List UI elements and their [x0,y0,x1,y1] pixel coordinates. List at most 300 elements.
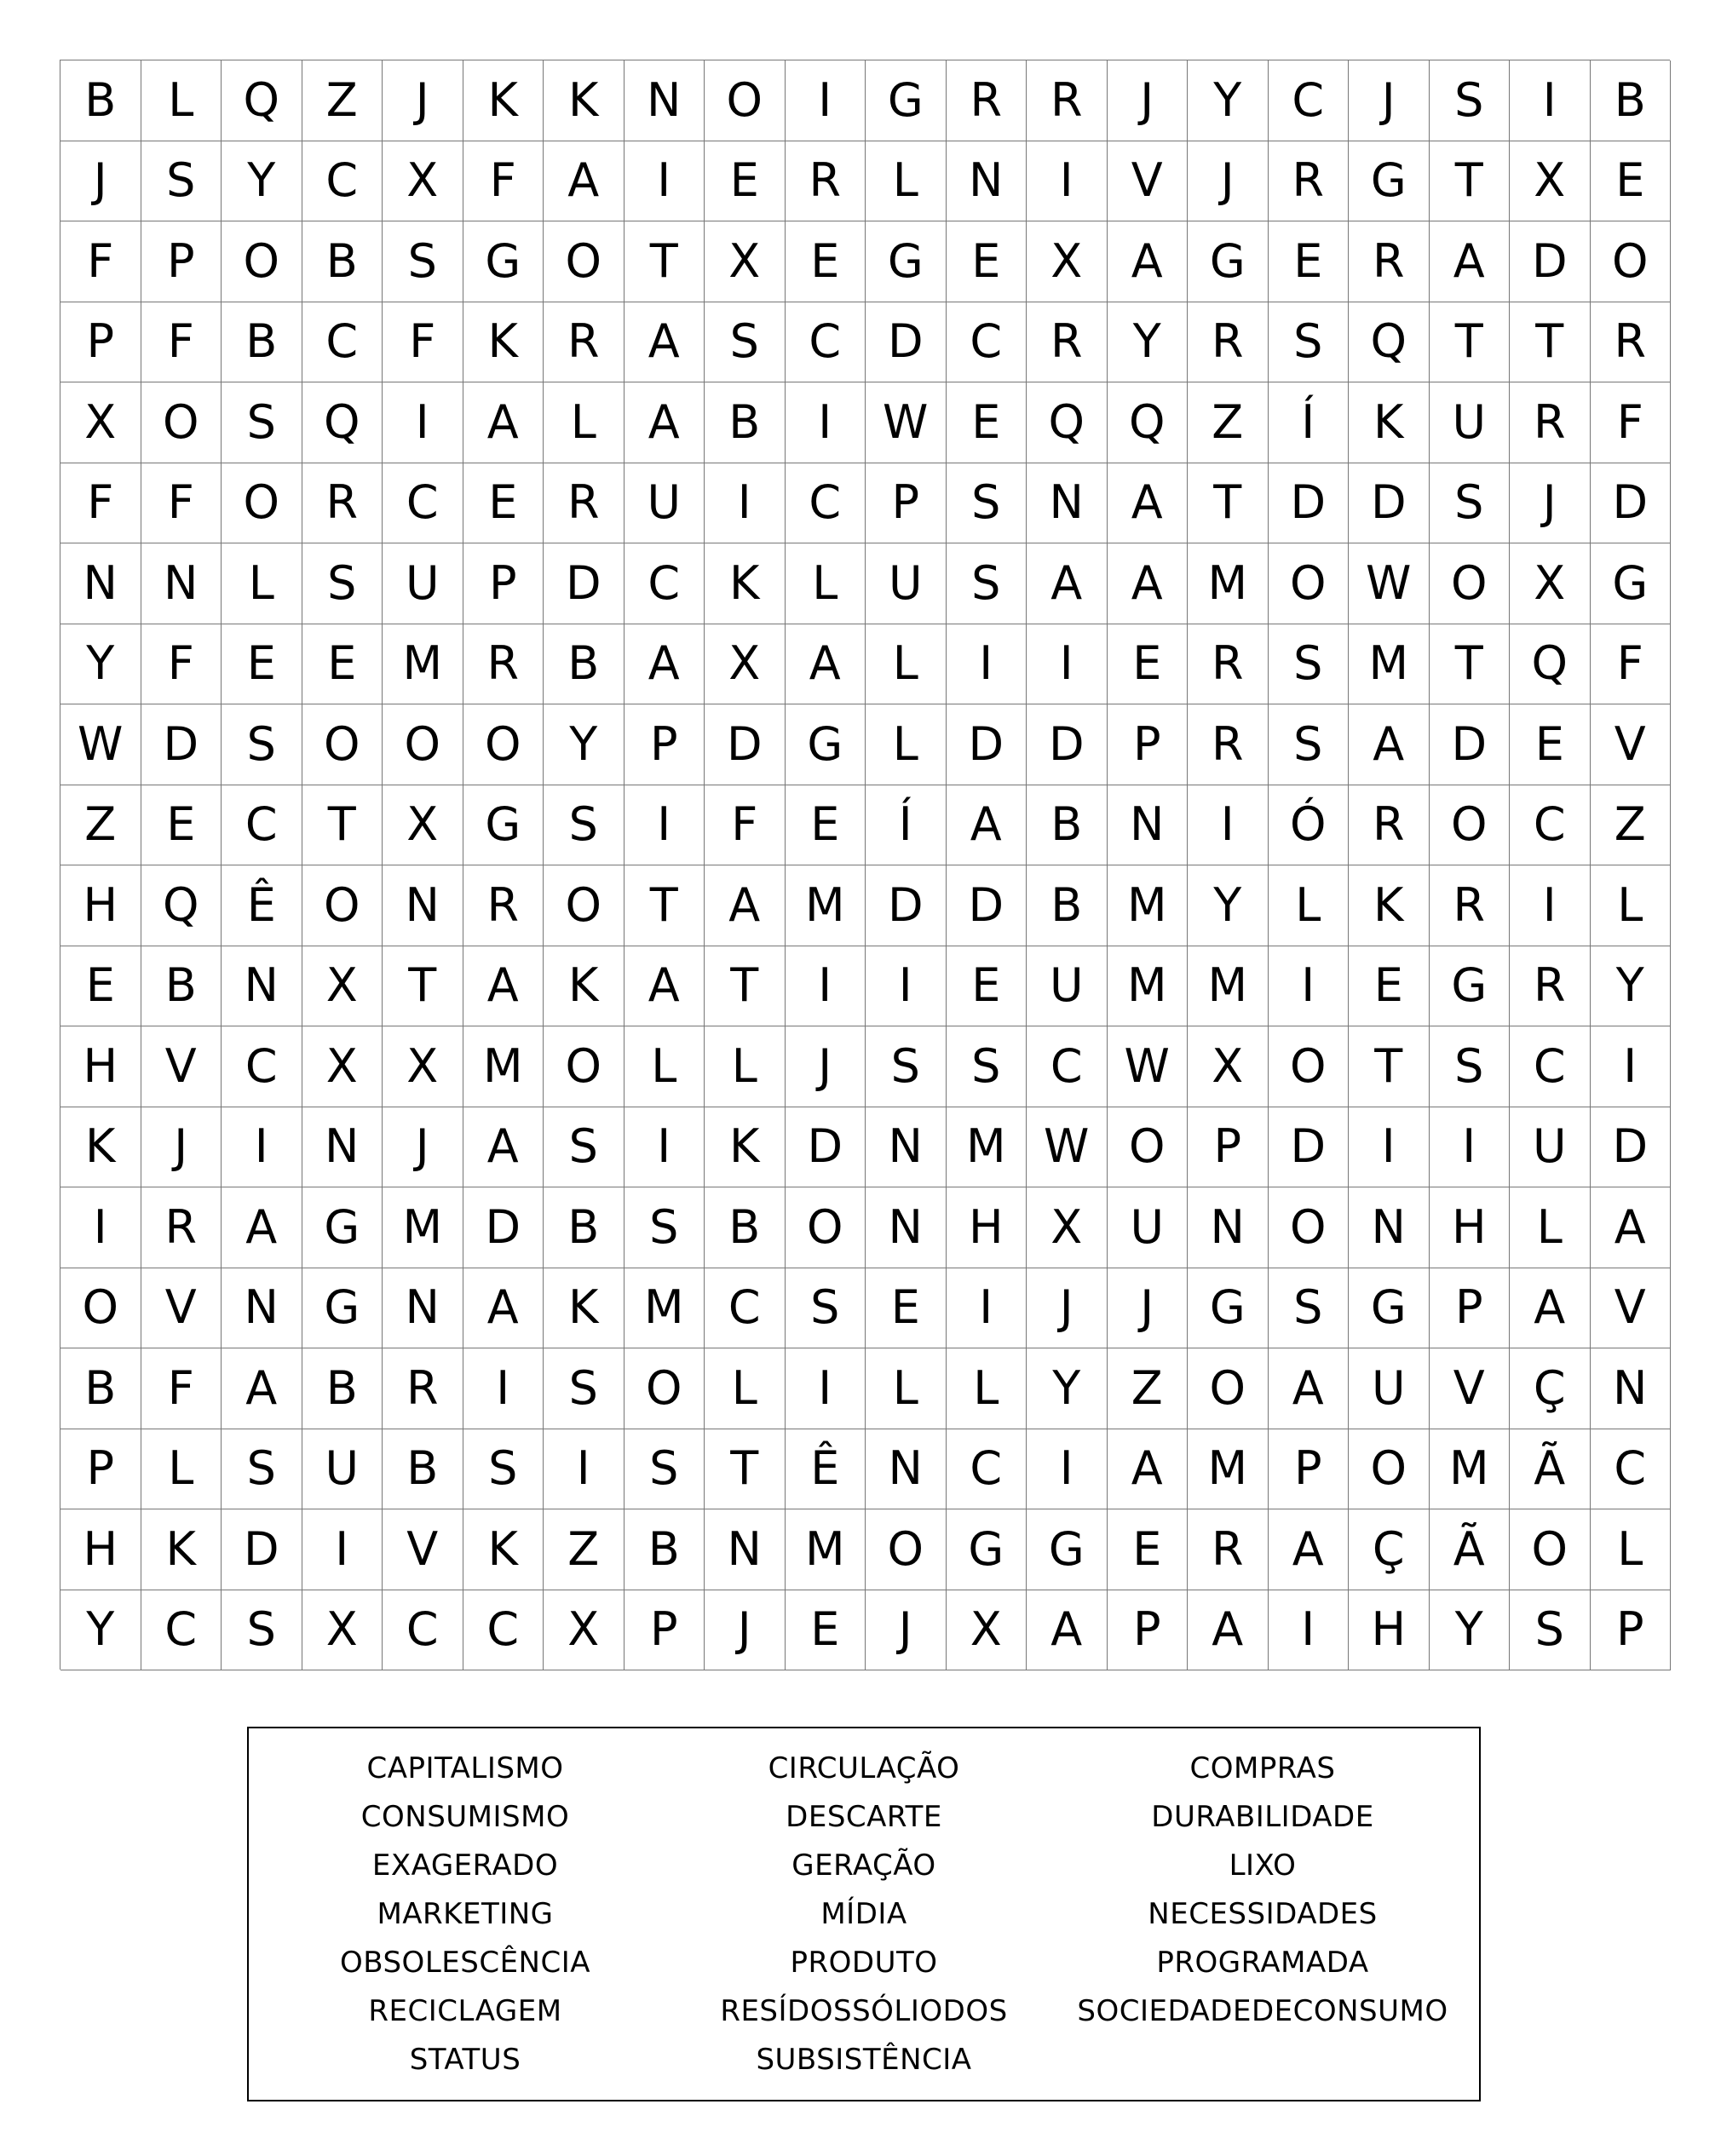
grid-cell[interactable]: F [141,463,222,544]
grid-cell[interactable]: E [947,221,1027,302]
grid-cell[interactable]: O [625,1348,705,1429]
grid-cell[interactable]: Z [302,60,383,141]
grid-cell[interactable]: O [1349,1429,1430,1510]
grid-cell[interactable]: K [1349,865,1430,946]
grid-cell[interactable]: Y [1027,1348,1108,1429]
grid-cell[interactable]: Y [60,1590,141,1671]
grid-cell[interactable]: G [866,60,947,141]
grid-cell[interactable]: M [1188,1429,1269,1510]
grid-cell[interactable]: R [1188,302,1269,383]
grid-cell[interactable]: E [947,382,1027,463]
grid-cell[interactable]: X [1510,141,1591,222]
grid-cell[interactable]: A [222,1187,302,1268]
grid-cell[interactable]: X [1188,1026,1269,1107]
grid-cell[interactable]: X [383,1026,463,1107]
grid-cell[interactable]: A [625,946,705,1027]
grid-cell[interactable]: O [1430,543,1511,624]
grid-cell[interactable]: D [866,865,947,946]
grid-cell[interactable]: F [60,221,141,302]
grid-cell[interactable]: N [1591,1348,1672,1429]
grid-cell[interactable]: I [60,1187,141,1268]
grid-cell[interactable]: N [383,1268,463,1349]
grid-cell[interactable]: L [625,1026,705,1107]
grid-cell[interactable]: E [60,946,141,1027]
grid-cell[interactable]: G [1188,221,1269,302]
grid-cell[interactable]: S [1430,1026,1511,1107]
grid-cell[interactable]: I [1430,1107,1511,1188]
grid-cell[interactable]: E [1349,946,1430,1027]
grid-cell[interactable]: N [1108,785,1189,866]
grid-cell[interactable]: C [141,1590,222,1671]
grid-cell[interactable]: A [463,1107,544,1188]
grid-cell[interactable]: T [1430,141,1511,222]
grid-cell[interactable]: D [141,704,222,785]
grid-cell[interactable]: E [1108,1509,1189,1590]
grid-cell[interactable]: R [1510,946,1591,1027]
grid-cell[interactable]: D [1591,463,1672,544]
grid-cell[interactable]: R [1591,302,1672,383]
grid-cell[interactable]: X [302,1590,383,1671]
grid-cell[interactable]: K [705,1107,786,1188]
grid-cell[interactable]: P [60,302,141,383]
grid-cell[interactable]: S [544,1107,625,1188]
grid-cell[interactable]: E [222,624,302,705]
grid-cell[interactable]: U [866,543,947,624]
grid-cell[interactable]: I [1027,624,1108,705]
grid-cell[interactable]: E [866,1268,947,1349]
grid-cell[interactable]: A [1108,221,1189,302]
grid-cell[interactable]: L [544,382,625,463]
grid-cell[interactable]: Z [544,1509,625,1590]
grid-cell[interactable]: P [1108,1590,1189,1671]
grid-cell[interactable]: F [141,302,222,383]
grid-cell[interactable]: I [786,60,866,141]
grid-cell[interactable]: P [625,1590,705,1671]
grid-cell[interactable]: D [1269,463,1350,544]
grid-cell[interactable]: Í [1269,382,1350,463]
grid-cell[interactable]: I [463,1348,544,1429]
grid-cell[interactable]: S [1430,60,1511,141]
grid-cell[interactable]: C [1591,1429,1672,1510]
grid-cell[interactable]: A [1591,1187,1672,1268]
grid-cell[interactable]: T [1430,624,1511,705]
grid-cell[interactable]: T [625,865,705,946]
grid-cell[interactable]: A [1188,1590,1269,1671]
grid-cell[interactable]: I [866,946,947,1027]
grid-cell[interactable]: P [463,543,544,624]
grid-cell[interactable]: F [141,624,222,705]
grid-cell[interactable]: C [1510,1026,1591,1107]
grid-cell[interactable]: Y [1188,60,1269,141]
grid-cell[interactable]: N [866,1107,947,1188]
grid-cell[interactable]: Z [60,785,141,866]
grid-cell[interactable]: R [947,60,1027,141]
grid-cell[interactable]: S [1510,1590,1591,1671]
grid-cell[interactable]: M [383,1187,463,1268]
grid-cell[interactable]: X [705,221,786,302]
grid-cell[interactable]: I [705,463,786,544]
grid-cell[interactable]: F [1591,624,1672,705]
grid-cell[interactable]: O [1269,543,1350,624]
grid-cell[interactable]: R [1027,302,1108,383]
grid-cell[interactable]: E [1591,141,1672,222]
grid-cell[interactable]: N [1188,1187,1269,1268]
grid-cell[interactable]: W [1108,1026,1189,1107]
grid-cell[interactable]: C [463,1590,544,1671]
grid-cell[interactable]: O [302,865,383,946]
grid-cell[interactable]: L [786,543,866,624]
grid-cell[interactable]: I [1269,946,1350,1027]
grid-cell[interactable]: K [544,60,625,141]
grid-cell[interactable]: P [625,704,705,785]
grid-cell[interactable]: O [60,1268,141,1349]
grid-cell[interactable]: N [1349,1187,1430,1268]
grid-cell[interactable]: Q [222,60,302,141]
grid-cell[interactable]: R [463,865,544,946]
grid-cell[interactable]: D [1430,704,1511,785]
grid-cell[interactable]: K [463,60,544,141]
grid-cell[interactable]: I [1188,785,1269,866]
grid-cell[interactable]: Ó [1269,785,1350,866]
grid-cell[interactable]: A [222,1348,302,1429]
grid-cell[interactable]: O [544,865,625,946]
grid-cell[interactable]: O [141,382,222,463]
grid-cell[interactable]: Ê [786,1429,866,1510]
grid-cell[interactable]: V [383,1509,463,1590]
grid-cell[interactable]: N [866,1187,947,1268]
grid-cell[interactable]: Y [1430,1590,1511,1671]
grid-cell[interactable]: J [1027,1268,1108,1349]
grid-cell[interactable]: C [1510,785,1591,866]
grid-cell[interactable]: X [947,1590,1027,1671]
grid-cell[interactable]: R [463,624,544,705]
grid-cell[interactable]: S [1269,624,1350,705]
grid-cell[interactable]: P [1188,1107,1269,1188]
grid-cell[interactable]: J [705,1590,786,1671]
grid-cell[interactable]: J [383,60,463,141]
grid-cell[interactable]: I [786,1348,866,1429]
grid-cell[interactable]: I [1349,1107,1430,1188]
grid-cell[interactable]: C [302,141,383,222]
grid-cell[interactable]: S [705,302,786,383]
grid-cell[interactable]: R [1349,785,1430,866]
grid-cell[interactable]: L [705,1348,786,1429]
grid-cell[interactable]: L [1269,865,1350,946]
grid-cell[interactable]: S [141,141,222,222]
grid-cell[interactable]: R [786,141,866,222]
grid-cell[interactable]: C [947,302,1027,383]
grid-cell[interactable]: S [866,1026,947,1107]
grid-cell[interactable]: R [141,1187,222,1268]
grid-cell[interactable]: T [705,1429,786,1510]
grid-cell[interactable]: N [60,543,141,624]
grid-cell[interactable]: A [1430,221,1511,302]
grid-cell[interactable]: T [705,946,786,1027]
grid-cell[interactable]: U [1510,1107,1591,1188]
grid-cell[interactable]: J [383,1107,463,1188]
grid-cell[interactable]: K [463,1509,544,1590]
grid-cell[interactable]: C [222,1026,302,1107]
grid-cell[interactable]: C [705,1268,786,1349]
grid-cell[interactable]: L [947,1348,1027,1429]
grid-cell[interactable]: L [141,60,222,141]
grid-cell[interactable]: M [463,1026,544,1107]
grid-cell[interactable]: C [786,302,866,383]
grid-cell[interactable]: C [625,543,705,624]
grid-cell[interactable]: B [60,1348,141,1429]
grid-cell[interactable]: R [544,302,625,383]
grid-cell[interactable]: I [1027,141,1108,222]
grid-cell[interactable]: N [383,865,463,946]
grid-cell[interactable]: C [1269,60,1350,141]
grid-cell[interactable]: R [1027,60,1108,141]
grid-cell[interactable]: P [1430,1268,1511,1349]
grid-cell[interactable]: Q [1108,382,1189,463]
grid-cell[interactable]: K [463,302,544,383]
grid-cell[interactable]: Ç [1510,1348,1591,1429]
grid-cell[interactable]: C [1027,1026,1108,1107]
grid-cell[interactable]: Ç [1349,1509,1430,1590]
grid-cell[interactable]: A [463,1268,544,1349]
grid-cell[interactable]: K [705,543,786,624]
grid-cell[interactable]: R [1269,141,1350,222]
grid-cell[interactable]: W [60,704,141,785]
grid-cell[interactable]: J [1188,141,1269,222]
grid-cell[interactable]: B [1591,60,1672,141]
grid-cell[interactable]: M [1108,865,1189,946]
grid-cell[interactable]: N [705,1509,786,1590]
grid-cell[interactable]: Ã [1510,1429,1591,1510]
grid-cell[interactable]: D [1269,1107,1350,1188]
grid-cell[interactable]: J [786,1026,866,1107]
grid-cell[interactable]: B [544,624,625,705]
grid-cell[interactable]: E [947,946,1027,1027]
grid-cell[interactable]: A [947,785,1027,866]
grid-cell[interactable]: N [866,1429,947,1510]
grid-cell[interactable]: G [1349,141,1430,222]
grid-cell[interactable]: R [1188,1509,1269,1590]
grid-cell[interactable]: B [705,1187,786,1268]
grid-cell[interactable]: I [1269,1590,1350,1671]
grid-cell[interactable]: O [302,704,383,785]
grid-cell[interactable]: S [625,1187,705,1268]
grid-cell[interactable]: T [302,785,383,866]
grid-cell[interactable]: A [463,946,544,1027]
grid-cell[interactable]: D [544,543,625,624]
grid-cell[interactable]: J [60,141,141,222]
grid-cell[interactable]: S [302,543,383,624]
grid-cell[interactable]: P [60,1429,141,1510]
grid-cell[interactable]: Q [1349,302,1430,383]
grid-cell[interactable]: D [1591,1107,1672,1188]
grid-cell[interactable]: P [1591,1590,1672,1671]
grid-cell[interactable]: N [141,543,222,624]
grid-cell[interactable]: K [60,1107,141,1188]
grid-cell[interactable]: J [1108,60,1189,141]
grid-cell[interactable]: O [1430,785,1511,866]
grid-cell[interactable]: D [786,1107,866,1188]
grid-cell[interactable]: O [866,1509,947,1590]
grid-cell[interactable]: S [544,785,625,866]
grid-cell[interactable]: L [866,624,947,705]
grid-cell[interactable]: C [947,1429,1027,1510]
grid-cell[interactable]: I [1591,1026,1672,1107]
grid-cell[interactable]: A [544,141,625,222]
grid-cell[interactable]: L [1510,1187,1591,1268]
grid-cell[interactable]: B [222,302,302,383]
grid-cell[interactable]: S [947,463,1027,544]
grid-cell[interactable]: D [222,1509,302,1590]
grid-cell[interactable]: D [947,704,1027,785]
grid-cell[interactable]: G [1591,543,1672,624]
grid-cell[interactable]: B [141,946,222,1027]
grid-cell[interactable]: M [1430,1429,1511,1510]
grid-cell[interactable]: H [1430,1187,1511,1268]
grid-cell[interactable]: C [786,463,866,544]
grid-cell[interactable]: A [625,302,705,383]
grid-cell[interactable]: H [60,1509,141,1590]
grid-cell[interactable]: V [1591,1268,1672,1349]
grid-cell[interactable]: L [705,1026,786,1107]
grid-cell[interactable]: G [866,221,947,302]
grid-cell[interactable]: Y [1108,302,1189,383]
grid-cell[interactable]: Z [1188,382,1269,463]
grid-cell[interactable]: B [302,1348,383,1429]
grid-cell[interactable]: M [1188,946,1269,1027]
grid-cell[interactable]: Q [1027,382,1108,463]
grid-cell[interactable]: O [1108,1107,1189,1188]
grid-cell[interactable]: D [705,704,786,785]
grid-cell[interactable]: J [866,1590,947,1671]
grid-cell[interactable]: O [544,1026,625,1107]
grid-cell[interactable]: N [302,1107,383,1188]
grid-cell[interactable]: P [1269,1429,1350,1510]
grid-cell[interactable]: I [786,382,866,463]
grid-cell[interactable]: S [1269,704,1350,785]
grid-cell[interactable]: U [1430,382,1511,463]
grid-cell[interactable]: V [1108,141,1189,222]
grid-cell[interactable]: T [625,221,705,302]
grid-cell[interactable]: K [1349,382,1430,463]
grid-cell[interactable]: S [383,221,463,302]
grid-cell[interactable]: X [1027,1187,1108,1268]
grid-cell[interactable]: G [1430,946,1511,1027]
grid-cell[interactable]: E [141,785,222,866]
grid-cell[interactable]: H [1349,1590,1430,1671]
grid-cell[interactable]: T [383,946,463,1027]
grid-cell[interactable]: W [866,382,947,463]
grid-cell[interactable]: O [383,704,463,785]
grid-cell[interactable]: S [544,1348,625,1429]
grid-cell[interactable]: L [1591,865,1672,946]
grid-cell[interactable]: S [1430,463,1511,544]
grid-cell[interactable]: G [463,221,544,302]
grid-cell[interactable]: M [1349,624,1430,705]
grid-cell[interactable]: Z [1108,1348,1189,1429]
grid-cell[interactable]: M [786,865,866,946]
grid-cell[interactable]: A [1269,1509,1350,1590]
grid-cell[interactable]: H [60,865,141,946]
grid-cell[interactable]: O [1269,1187,1350,1268]
grid-cell[interactable]: R [302,463,383,544]
grid-cell[interactable]: I [947,624,1027,705]
grid-cell[interactable]: D [1027,704,1108,785]
grid-cell[interactable]: A [1108,543,1189,624]
grid-cell[interactable]: S [947,1026,1027,1107]
grid-cell[interactable]: A [625,624,705,705]
grid-cell[interactable]: F [705,785,786,866]
grid-cell[interactable]: C [383,463,463,544]
grid-cell[interactable]: O [1591,221,1672,302]
grid-cell[interactable]: U [625,463,705,544]
grid-cell[interactable]: I [625,785,705,866]
grid-cell[interactable]: X [1510,543,1591,624]
grid-cell[interactable]: G [302,1268,383,1349]
grid-cell[interactable]: U [1108,1187,1189,1268]
grid-cell[interactable]: A [1027,543,1108,624]
grid-cell[interactable]: A [1510,1268,1591,1349]
grid-cell[interactable]: R [1510,382,1591,463]
grid-cell[interactable]: E [463,463,544,544]
grid-cell[interactable]: U [383,543,463,624]
grid-cell[interactable]: O [463,704,544,785]
grid-cell[interactable]: I [625,141,705,222]
grid-cell[interactable]: R [1188,704,1269,785]
grid-cell[interactable]: G [1349,1268,1430,1349]
grid-cell[interactable]: E [302,624,383,705]
grid-cell[interactable]: S [947,543,1027,624]
grid-cell[interactable]: U [1027,946,1108,1027]
grid-cell[interactable]: O [1188,1348,1269,1429]
grid-cell[interactable]: A [463,382,544,463]
grid-cell[interactable]: Z [1591,785,1672,866]
grid-cell[interactable]: Ã [1430,1509,1511,1590]
grid-cell[interactable]: U [302,1429,383,1510]
grid-cell[interactable]: D [1510,221,1591,302]
grid-cell[interactable]: K [544,1268,625,1349]
grid-cell[interactable]: Y [544,704,625,785]
grid-cell[interactable]: X [383,141,463,222]
grid-cell[interactable]: S [222,704,302,785]
grid-cell[interactable]: V [141,1026,222,1107]
grid-cell[interactable]: I [1027,1429,1108,1510]
grid-cell[interactable]: O [1510,1509,1591,1590]
grid-cell[interactable]: L [866,1348,947,1429]
grid-cell[interactable]: N [625,60,705,141]
grid-cell[interactable]: G [302,1187,383,1268]
grid-cell[interactable]: I [1510,60,1591,141]
grid-cell[interactable]: E [705,141,786,222]
grid-cell[interactable]: R [1349,221,1430,302]
grid-cell[interactable]: T [1430,302,1511,383]
grid-cell[interactable]: P [866,463,947,544]
grid-cell[interactable]: B [1027,785,1108,866]
grid-cell[interactable]: O [1269,1026,1350,1107]
grid-cell[interactable]: O [222,221,302,302]
grid-cell[interactable]: V [1430,1348,1511,1429]
grid-cell[interactable]: M [625,1268,705,1349]
grid-cell[interactable]: B [1027,865,1108,946]
grid-cell[interactable]: X [1027,221,1108,302]
grid-cell[interactable]: B [544,1187,625,1268]
grid-cell[interactable]: M [1108,946,1189,1027]
grid-cell[interactable]: R [383,1348,463,1429]
grid-cell[interactable]: B [705,382,786,463]
grid-cell[interactable]: S [1269,302,1350,383]
grid-cell[interactable]: O [544,221,625,302]
grid-cell[interactable]: Í [866,785,947,866]
grid-cell[interactable]: E [1269,221,1350,302]
